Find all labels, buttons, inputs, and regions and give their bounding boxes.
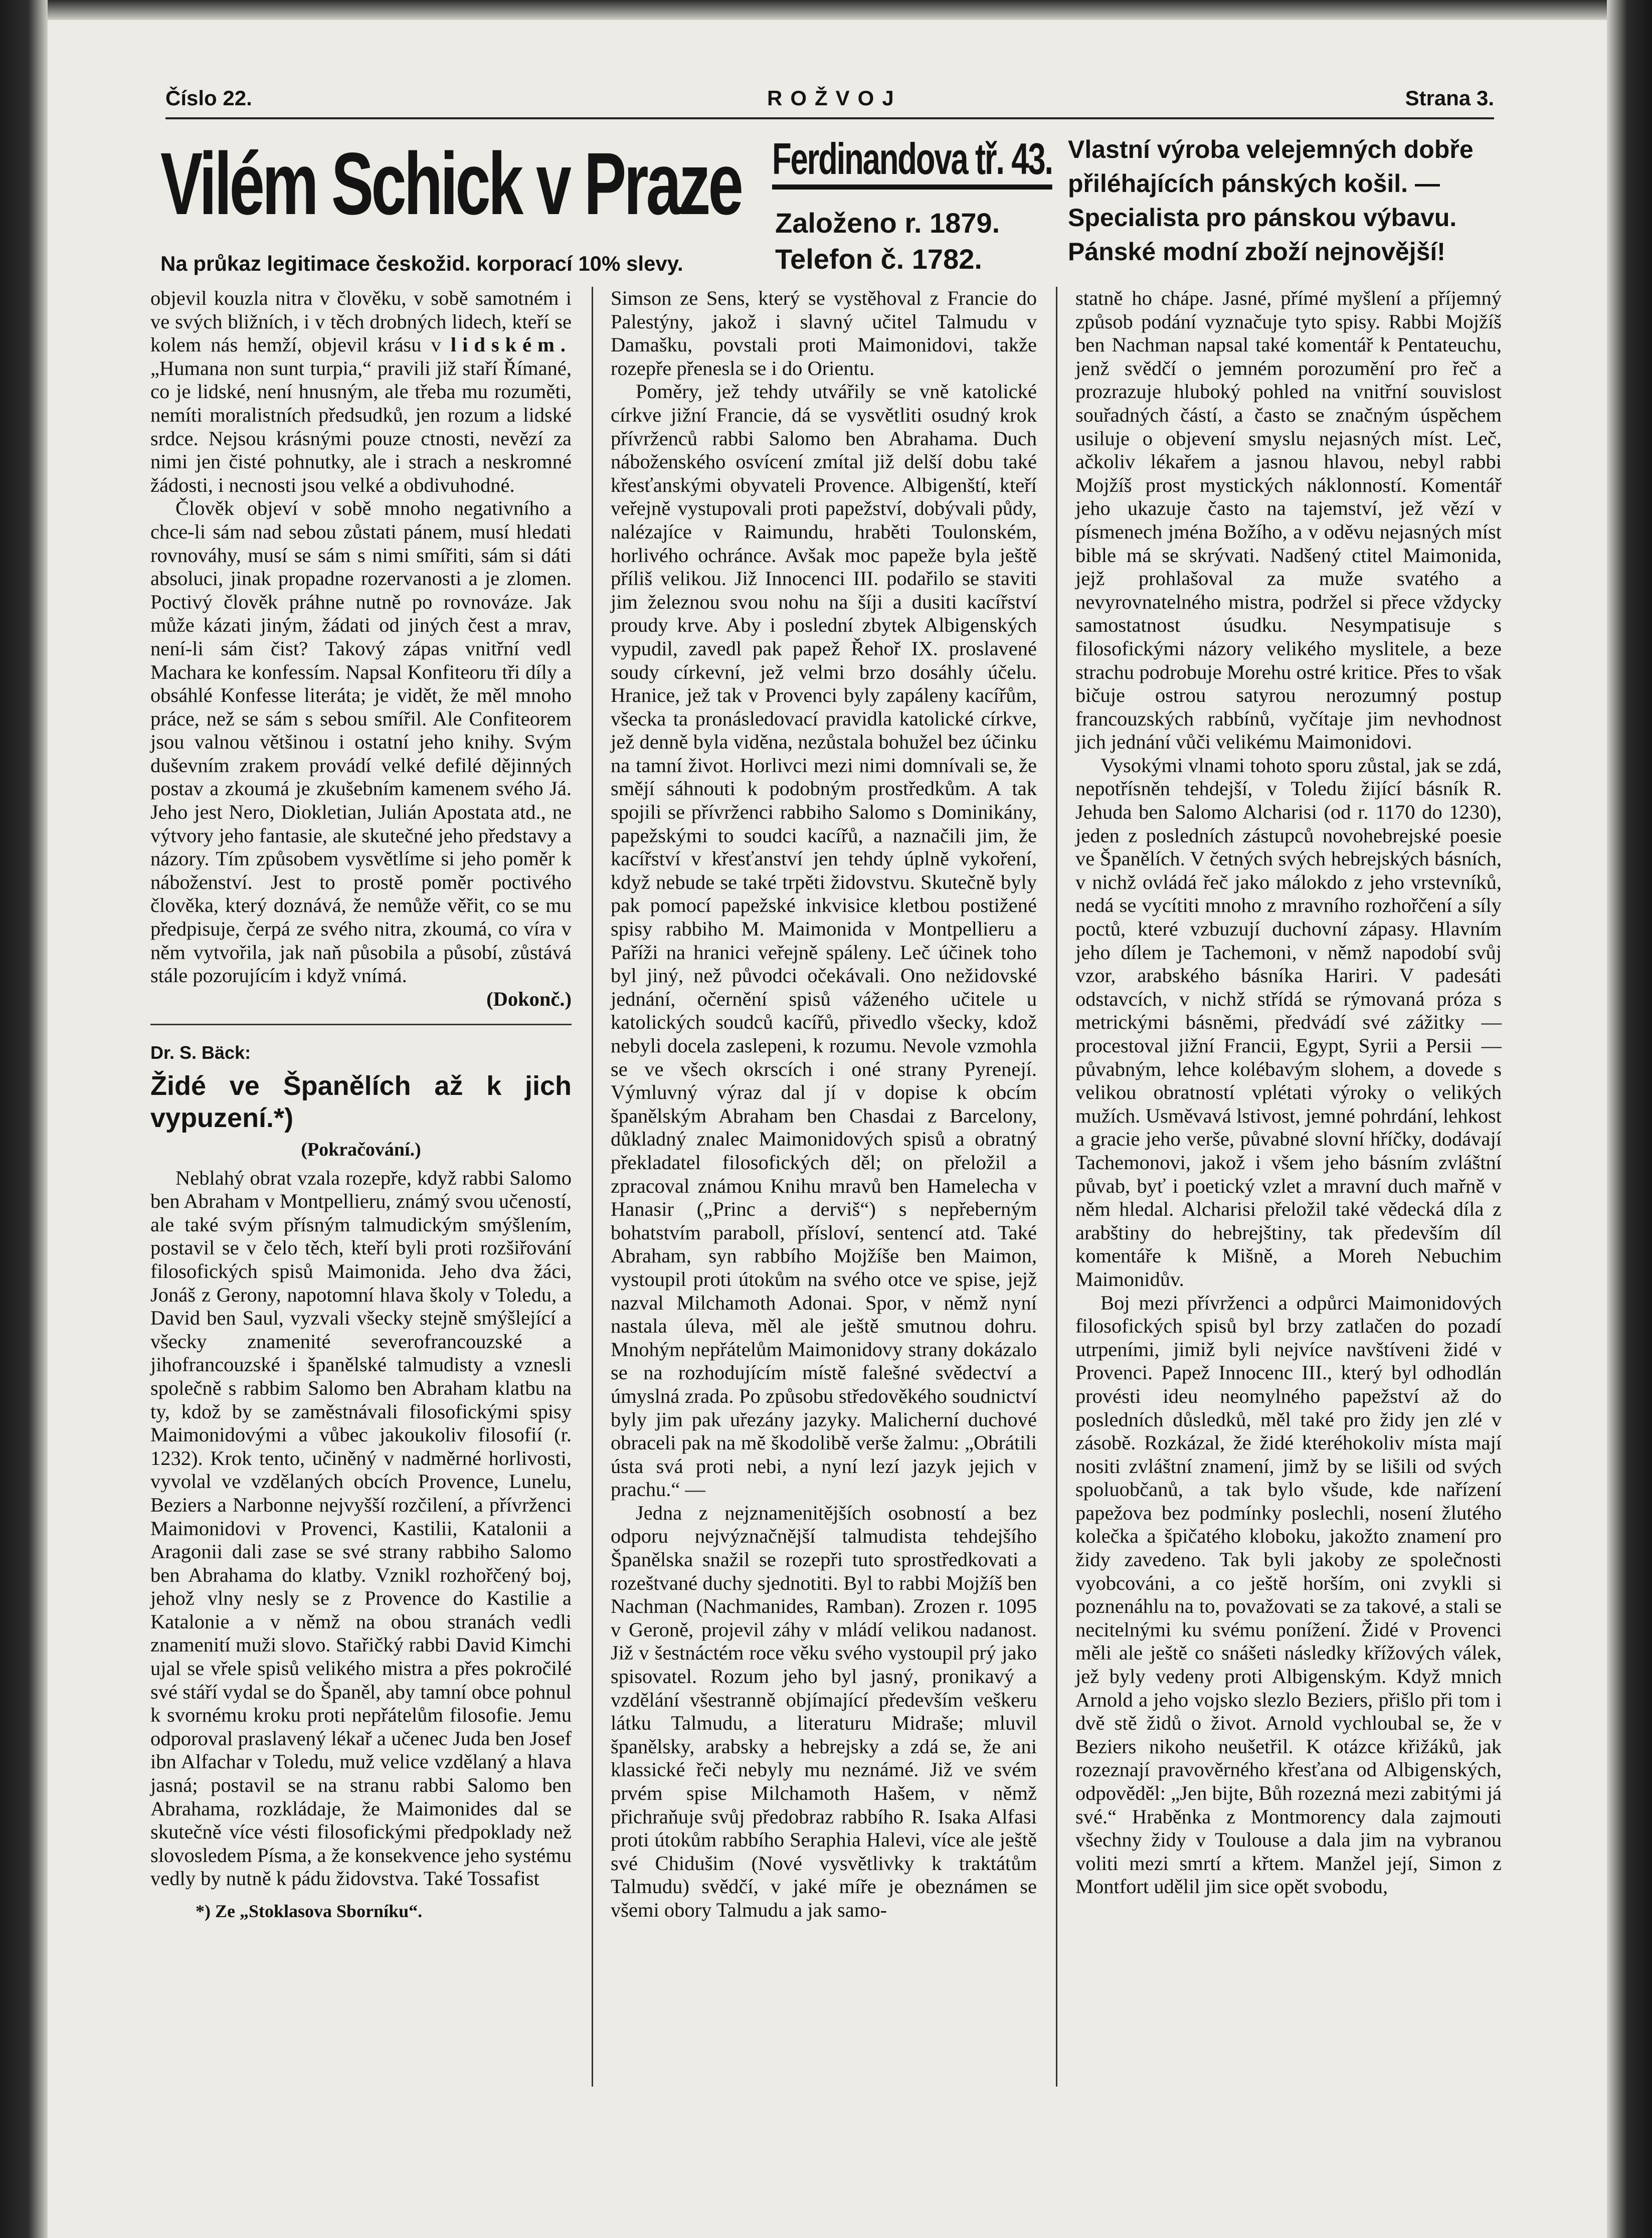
issue-number: Číslo 22.: [165, 86, 252, 110]
advertisement: [160, 131, 1504, 282]
spaced-word: lidském.: [450, 333, 572, 356]
column-rule: [1056, 287, 1057, 2087]
paragraph: Poměry, jež tehdy utvářily se vně katolické církve jižní Francie, dá se vysvětliti osudný krok přívrženců rabbi Salomo ben Abrahama. Duch náboženského osvícení zmítal již delší dobu také křesťanskými obyvateli Provence. Albigenští, kteří veřejně vystupovali proti papežství, dobývali půdy, nalézajíce v Raimundu, hraběti Toulonském, horlivého ochránce. Avšak moc papeže byla ještě příliš velikou. Již Innocenci III. podařilo se staviti jim železnou svou nohu na šíji a dusiti kacířství proudy krve. Aby i poslední zbytek Albigenských vypudil, zavedl pak papež Řehoř IX. proslavené soudy církevní, jež velmi brzo dosáhly účelu. Hranice, jež tak v Provenci byly zapáleny kacířům, všecka ta pronásledovací pravidla katolické církve, jež denně byla viděna, nezůstala bohužel bez účinku na tamní život. Horlivci mezi nimi domnívali se, že smějí sáhnouti k podobným prostředkům. A tak spojili se přívrženci rabbiho Salomo s Dominikány, papežskými to soudci kacířů, a naznačili jim, že kacířství v křesťanství jen tehdy úplně vykoření, když nebude se také trpěti židovstvu. Skutečně byly pak pomocí papežské inkvisice kletbou postižené spisy rabbiho M. Maimonida v Montpellieru a Paříži na hranici veřejně spáleny. Leč účinek toho byl jiný, než původci očekávali. Ono nežidovské jednání, očernění spisů váženého učitele u katolických soudců kacířů, přivedlo všecky, kdož nebyli docela zaslepeni, k rozumu. Nevole vzmohla se ve všech okrscích i oné strany Pyrenejí. Výmluvný výraz dal jí v dopise k obcím španělským Abraham ben Chasdai z Barcelony, důkladný znalec Maimonidových spisů a obratný překladatel filosofických děl; on přeložil a zpracoval známou Knihu mravů ben Hamelecha v Hanasir („Princ a derviš“) s nepřeberným bohatstvím paraboll, přísloví, sentencí atd. Také Abraham, syn rabbího Mojžíše ben Maimon, vystoupil proti útokům na svého otce ve spise, jejž nazval Milchamoth Adonai. Spor, v němž nyní nastala úleva, měl ale ještě smutnou dohru. Mnohým nepřátelům Maimonidovy strany dokázalo se na rozhodujícím místě falešné svědectví a úmyslná zrada. Po způsobu středověkého soudnictví byly jim pak uřezány jazyky. Malicherní duchové obraceli pak na mě škodolibě verše žalmu: „Obrátili ústa svá proti nebi, a nyní lezí jazyk jejich v prachu.“ —: [611, 380, 1037, 1501]
paragraph: Vysokými vlnami tohoto sporu zůstal, jak se zdá, nepotřísněn tehdejší, v Toledu žijící básník R. Jehuda ben Salomo Alcharisi (od r. 1170 do 1230), jeden z posledních zástupců novohebrejské poesie ve Španělích. V četných svých hebrejských básních, v nichž ovládá řeč jako málokdo z jeho vrstevníků, nedá se vycítiti mnoho z mravního rozhořčení a síly poctů, které vzbuzují duchovní zápasy. Hlavním jeho dílem je Tachemoni, v němž napodobí svůj vzor, arabského básníka Hariri. V padesáti odstavcích, v nichž střídá se rýmovaná próza s metrickými básněmi, předvádí své zážitky — procestoval jižní Francii, Egypt, Syrii a Persii — půvabným, lehce kolébavým slohem, a dovede s velikou obratností vplétati výroky o velikých mužích. Usměvavá lstivost, jemné pohrdání, lehkost a gracie jeho verše, půvabné slovní hříčky, dodávají Tachemonovi, jakož i všem jeho básním zvláštní půvab, byť i poetický vzlet a mravní duch mařně v něm hledal. Alcharisi přeložil také vědecká díla z arabštiny do hebrejštiny, tak především díl komentáře k Mišně, a Moreh Nebuchim Maimonidův.: [1075, 754, 1502, 1290]
paragraph: Jedna z nejznamenitějších osobností a bez odporu nejvýznačnější talmudista tehdejšího Španělska snažil se rozepři tuto sprostředkovati a rozeštvané duchy sjednotiti. Byl to rabbi Mojžíš ben Nachman (Nachmanides, Ramban). Zrozen r. 1095 v Geroně, projevil záhy v mládí velikou nadanost. Již v šestnáctém roce věku svého vystoupil prý jako spisovatel. Rozum jeho byl jasný, pronikavý a vzdělání všestranně objímající především veškeru látku Talmudu, a literaturu Midraše; mluvil španělsky, arabsky a hebrejsky a zdá se, že ani klassické řeči nebyly mu neznámé. Již ve svém prvém spise Milchamoth Hašem, v němž přichraňuje svůj předobraz rabbího R. Isaka Alfasi proti útokům rabbího Seraphia Halevi, více ale ještě své Chidušim (Nové vysvětlivky k traktátům Talmudu) svědčí, v jaké míře je obeznámen se všemi obory Talmudu a jak samo-: [611, 1501, 1037, 1921]
page-number: Strana 3.: [1405, 86, 1494, 110]
ad-description: Vlastní výroba velejemných dobře přiléhajících pánských košil. — Specialista pro pánskou výbavu. Pánské modní zboží nejnovější!: [1068, 135, 1474, 266]
running-head: [165, 84, 1494, 119]
column-2: [611, 287, 1037, 1922]
section-divider: [150, 1024, 572, 1025]
scan-edge-left: [0, 0, 48, 2238]
footnote: *) Ze „Stoklasova Sborníku“.: [196, 1901, 423, 1921]
paragraph: Simson ze Sens, který se vystěhoval z Francie do Palestýny, jakož i slavný učitel Talmudu v Damašku, povstali proti Maimonidovi, takže rozepře přenesla se i do Orientu.: [611, 287, 1037, 380]
ad-discount: Na průkaz legitimace českožid. korporací 10% slevy.: [160, 252, 683, 275]
paragraph: Neblahý obrat vzala rozepře, když rabbi Salomo ben Abraham v Montpellieru, známý svou učeností, ale také svým přísným talmudickým smýšlením, postavil se v čelo těch, kteří byli proti rozšiřování filosofických spisů Maimonida. Jeho dva žáci, Jonáš z Gerony, napotomní hlava školy v Toledu, a David ben Saul, vyzvali všecky stejně smýšlející a všecky znamenité severofrancouzské a jihofrancouzské i španělské talmudisty a vznesli společně s rabbim Salomo ben Abraham klatbu na ty, kdož by se zaměstnávali filosofickými spisy Maimonidovými a vůbec jakoukoliv filosofií (r. 1232). Krok tento, učiněný v nadměrné horlivosti, vyvolal ve vzdělaných obcích Provence, Lunelu, Beziers a Narbonne nejvyšší rozčilení, a přívrženci Maimonidovi v Provenci, Kastilii, Katalonii a Aragonii dali zase se své strany rabbiho Salomo ben Abrahama do klatby. Vznikl rozhořčený boj, jehož vlny nesly se z Provence do Kastilie a Katalonie a v němž na obou stranách vedli znamenití muži slovo. Stařičký rabbi David Kimchi ujal se vřele spisů velikého mistra a přes pokročilé své stáří vydal se do Španěl, aby tamní obce pohnul k svornému kroku proti nepřátelům filosofie. Jemu odporoval praslavený lékař a učenec Juda ben Josef ibn Alfachar v Toledu, muž velice vzdělaný a hlava jasná; postavil se na stranu rabbi Salomo ben Abrahama, rozkládaje, že Maimonides dal se skutečně více vésti filosofickými předpoklady než slovosledem Písma, a že konsekvence jeho systému vedly by nutně k pádu židovstva. Také Tossafist: [150, 1166, 572, 1890]
paragraph: objevil kouzla nitra v člověku, v sobě samotném i ve svých bližních, i v těch drobných lidech, kteří se kolem nás hemží, objevil krásu v lidském. „Humana non sunt turpia,“ pravili již staří Římané, co je lidské, není hnusným, ale třeba mu rozuměti, nemíti moralistních předsudků, jen rozum a lidské srdce. Nejsou krásnými pouze ctnosti, nevězí za nimi jen čisté pohnutky, ale i strach a neskromné žádosti, i necnosti jsou velké a obdivuhodné.: [150, 287, 572, 496]
column-1: [150, 287, 572, 1923]
article-author: Dr. S. Bäck:: [150, 1042, 251, 1063]
paragraph: statně ho chápe. Jasné, přímé myšlení a příjemný způsob podání vyznačuje tyto spisy. Rabbi Mojžíš ben Nachman napsal také komentář k Pentateuchu, jenž svědčí o jemném porozumění pro řeč a prozrazuje hluboký pohled na vnitřní souvislost souřadných částí, a často se značným úspěchem usiluje o objevení smyslu nejasných míst. Leč, ačkoliv lékařem a jasnou hlavou, nebyl rabbi Mojžíš prost mystických náklonností. Komentář jeho ukazuje často na tajemství, jež vězí v písmenech jména Božího, a v oděvu nejasných míst bible má se skrývati. Nadšený ctitel Maimonida, jejž prohlašoval za muže svatého a nevyrovnatelného mistra, podržel si přece vždycky samostatnost úsudku. Nesympatisuje s filosofickými názory velikého myslitele, a beze strachu podrobuje Morehu ostré kritice. Přes to však bičuje ostrou satyrou nerozumný postup francouzských rabbínů, vyčítaje jim nevhodnost jich jednání vůči velikému Maimonidovi.: [1075, 287, 1502, 754]
column-3: [1075, 287, 1502, 1899]
journal-title: ROŽVOJ: [767, 86, 902, 110]
to-be-continued: (Dokonč.): [486, 987, 572, 1010]
article-subtitle: (Pokračování.): [301, 1139, 421, 1160]
article-title: Židé ve Španělích až k jich vypuzení.*): [150, 1071, 572, 1133]
column-rule: [592, 287, 593, 2087]
ad-company-name: Vilém Schick v Praze: [160, 135, 741, 233]
paragraph: Člověk objeví v sobě mnoho negativního a chce-li sám nad sebou zůstati pánem, musí hledati rovnováhy, musí se sám s nimi smířiti, sám si dáti absoluci, jinak propadne rozervanosti a je zlomen. Poctivý člověk práhne nutně po rovnováze. Jak může kázati jiným, žádati od jiných čest a mrav, není-li sám čist? Takový zápas vnitřní vedl Machara ke konfessím. Napsal Konfiteoru tři díly a obsáhlé Konfesse literáta; je vidět, že měl mnoho práce, než se sám s sebou smířil. Ale Confiteorem jsou valnou většinou i ostatní jeho knihy. Svým duševním zrakem provádí velké defilé dějinných postav a zkoumá je zkušebním kamenem svého Já. Jeho jest Nero, Diokletian, Julián Apostata atd., ne výtvory jeho fantasie, ale skutečné jeho představy a názory. Tím způsobem vysvětlíme si jeho poměr k náboženství. Jest to prostě poměr poctivého člověka, který doznává, že nemůže věřit, co se mu předpisuje, čerpá ze svého nitra, zkoumá, co víra v něm vytvořila, jak naň působila a působí, zůstává stále pozorujícím i když vnímá.: [150, 497, 572, 987]
ad-founded: Založeno r. 1879.: [775, 207, 1000, 239]
ad-address: Ferdinandova tř. 43.: [772, 133, 1052, 190]
scan-edge-top: [0, 0, 1652, 20]
ad-phone: Telefon č. 1782.: [775, 243, 982, 275]
scan-edge-right: [1607, 0, 1652, 2238]
paragraph: Boj mezi přívrženci a odpůrci Maimonidových filosofických spisů byl brzy zatlačen do pozadí utrpeními, jimiž byli nejvíce navštíveni židé v Provenci. Papež Innocenc III., který byl odhodlán provésti ideu neomylného papežství až do posledních důsledků, měl také pro židy jen zlé v zásobě. Rozkázal, že židé kteréhokoliv místa mají nositi zvláštní znamení, jimž by se lišili od svých spoluobčanů, a tak bylo všude, kde nařízení papežova bez podmínky poslechli, nosení žlutého kolečka a špičatého kloboku, jakožto znamení pro židy zavedeno. Tak byli jakoby ze společnosti vyobcováni, a co ještě horším, oni zvykli si poznenáhlu na to, považovati se za takové, a stali se necitelnými ku svému ponížení. Židé v Provenci měli ale ještě co snášeti následky křížových válek, jež byly vedeny proti Albigenským. Když mnich Arnold a jeho vojsko slezlo Beziers, přišlo při tom i dvě stě židů o život. Arnold vychloubal se, že v Beziers nikoho neušetřil. K otázce křižáků, jak rozeznají pravověrného křesťana od Albigenských, odpověděl: „Jen bijte, Bůh rozezná mezi zabitými já své.“ Hraběnka z Montmorency dala zajmouti všechny židy v Toulouse a dala jim na vybranou voliti mezi smrtí a křtem. Manžel její, Simon z Montfort udělil jim sice opět svobodu,: [1075, 1291, 1502, 1898]
